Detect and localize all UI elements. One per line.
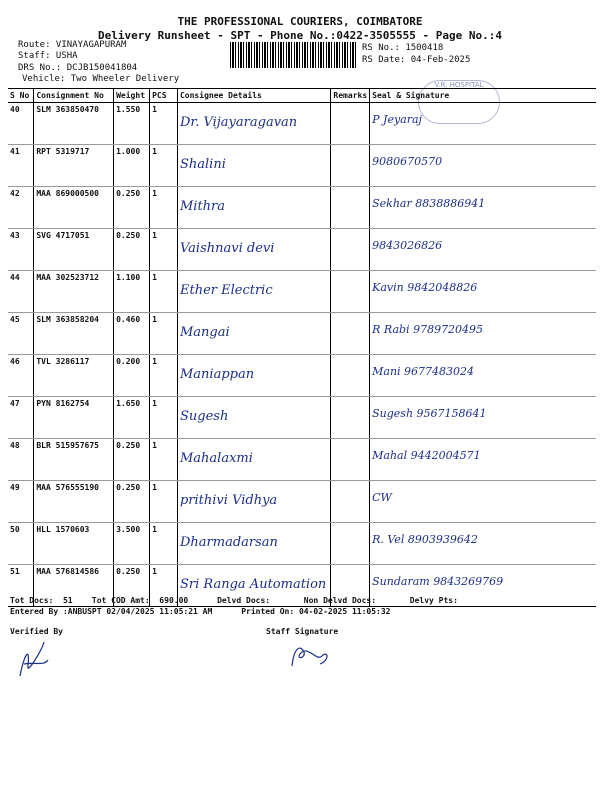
cell-signature <box>370 271 596 313</box>
cell-weight-text: 0.460 <box>116 315 141 324</box>
table-row <box>8 355 596 397</box>
cell-signature <box>370 229 596 271</box>
col-signature: Seal & Signature <box>370 89 596 103</box>
cell-signature <box>370 145 596 187</box>
cell-sno-text: 49 <box>10 483 20 492</box>
cell-consignee <box>177 313 330 355</box>
rs-number: RS No.: 1500418 <box>362 43 444 53</box>
cell-sno <box>8 481 34 523</box>
cell-weight-text: 0.250 <box>116 231 141 240</box>
col-consignment: Consignment No <box>34 89 114 103</box>
cell-signature <box>370 103 596 145</box>
cell-weight <box>114 271 150 313</box>
cell-consignee <box>177 187 330 229</box>
cell-consignment-no-text: RPT 5319717 <box>36 147 90 156</box>
cell-consignment-no-text: SLM 363858204 <box>36 315 99 324</box>
cell-pcs-text: 1 <box>152 357 157 366</box>
cell-weight <box>114 523 150 565</box>
cell-pcs-text: 1 <box>152 399 157 408</box>
cell-pcs <box>150 271 178 313</box>
cell-weight-text: 1.650 <box>116 399 141 408</box>
cell-sno-text: 50 <box>10 525 20 534</box>
cell-remarks <box>331 187 370 229</box>
document-title: THE PROFESSIONAL COURIERS, COIMBATORE <box>177 15 423 28</box>
cell-signature-text: Mani 9677483024 <box>372 365 475 378</box>
cell-pcs-text: 1 <box>152 273 157 282</box>
entered-line: Entered By :ANBUSPT 02/04/2025 11:05:21 AM Printed On: 04-02-2025 11:05:32 <box>10 607 391 616</box>
col-sno: S No <box>8 89 34 103</box>
cell-consignment-no-text: SVG 4717051 <box>36 231 90 240</box>
cell-signature-text: Kavin 9842048826 <box>372 281 478 294</box>
verified-signature <box>14 636 54 680</box>
cell-weight-text: 1.550 <box>116 105 141 114</box>
rs-date: RS Date: 04-Feb-2025 <box>362 55 471 65</box>
cell-signature <box>370 355 596 397</box>
cell-consignee-text: Shalini <box>179 157 226 172</box>
cell-consignment-no-text: MAA 576814586 <box>36 567 99 576</box>
cell-consignment-no <box>34 145 114 187</box>
cell-signature-text: P Jeyaraj <box>372 113 422 126</box>
cell-consignment-no <box>34 271 114 313</box>
cell-sno <box>8 271 34 313</box>
cell-consignment-no <box>34 523 114 565</box>
cell-signature-text: R Rabi 9789720495 <box>372 323 484 336</box>
cell-pcs-text: 1 <box>152 231 157 240</box>
cell-signature-text: CW <box>372 491 392 504</box>
cell-sno-text: 42 <box>10 189 20 198</box>
cell-weight <box>114 439 150 481</box>
cell-consignment-no-text: HLL 1570603 <box>36 525 90 534</box>
cell-sno-text: 45 <box>10 315 20 324</box>
cell-sno-text: 44 <box>10 273 20 282</box>
cell-pcs <box>150 229 178 271</box>
cell-pcs <box>150 313 178 355</box>
cell-remarks <box>331 145 370 187</box>
cell-pcs-text: 1 <box>152 525 157 534</box>
cell-consignment-no-text: SLM 363850470 <box>36 105 99 114</box>
cell-remarks <box>331 271 370 313</box>
cell-pcs-text: 1 <box>152 441 157 450</box>
cell-weight <box>114 229 150 271</box>
cell-consignment-no <box>34 397 114 439</box>
cell-pcs-text: 1 <box>152 567 157 576</box>
cell-weight <box>114 313 150 355</box>
col-consignee: Consignee Details <box>177 89 330 103</box>
cell-remarks <box>331 313 370 355</box>
cell-sno <box>8 187 34 229</box>
table-row <box>8 481 596 523</box>
staff-signature-label: Staff Signature <box>266 627 339 636</box>
cell-pcs <box>150 439 178 481</box>
table-row <box>8 313 596 355</box>
cell-consignee-text: Ether Electric <box>179 283 273 298</box>
cell-weight <box>114 103 150 145</box>
cell-pcs <box>150 103 178 145</box>
col-pcs: PCS <box>150 89 178 103</box>
cell-consignee <box>177 523 330 565</box>
table-row <box>8 397 596 439</box>
cell-weight <box>114 481 150 523</box>
cell-remarks <box>331 103 370 145</box>
cell-signature <box>370 187 596 229</box>
col-weight: Weight <box>114 89 150 103</box>
cell-consignment-no <box>34 103 114 145</box>
cell-consignment-no-text: BLR 515957675 <box>36 441 99 450</box>
cell-sno-text: 40 <box>10 105 20 114</box>
cell-pcs-text: 1 <box>152 105 157 114</box>
cell-sno <box>8 145 34 187</box>
cell-sno-text: 51 <box>10 567 20 576</box>
cell-pcs <box>150 481 178 523</box>
cell-sno <box>8 523 34 565</box>
cell-consignment-no-text: MAA 576555190 <box>36 483 99 492</box>
cell-remarks <box>331 523 370 565</box>
document-subtitle: Delivery Runsheet - SPT - Phone No.:0422-3505555 - Page No.:4 <box>98 29 502 42</box>
cell-signature <box>370 481 596 523</box>
cell-consignment-no <box>34 187 114 229</box>
cell-consignee-text: Sri Ranga Automation <box>179 577 327 592</box>
cell-consignment-no <box>34 229 114 271</box>
cell-consignee-text: Mahalaxmi <box>179 451 253 466</box>
cell-signature <box>370 439 596 481</box>
cell-pcs <box>150 145 178 187</box>
cell-consignee-text: Maniappan <box>179 367 255 382</box>
table-row <box>8 439 596 481</box>
cell-signature-text: 9843026826 <box>372 239 443 252</box>
route-label: Route: VINAYAGAPURAM <box>18 40 127 50</box>
cell-sno-text: 43 <box>10 231 20 240</box>
cell-sno-text: 46 <box>10 357 20 366</box>
cell-consignee <box>177 355 330 397</box>
cell-consignee <box>177 145 330 187</box>
drs-number: DRS No.: DCJB150041804 <box>18 63 138 73</box>
cell-remarks <box>331 397 370 439</box>
cell-weight <box>114 355 150 397</box>
cell-remarks <box>331 481 370 523</box>
cell-consignee <box>177 229 330 271</box>
cell-consignee <box>177 397 330 439</box>
cell-consignee-text: Dr. Vijayaragavan <box>179 115 298 130</box>
table-row <box>8 103 596 145</box>
cell-weight-text: 0.200 <box>116 357 141 366</box>
cell-sno-text: 48 <box>10 441 20 450</box>
staff-signature <box>286 638 336 672</box>
cell-consignment-no <box>34 313 114 355</box>
runsheet-table <box>8 88 596 607</box>
vehicle-label: Vehicle: Two Wheeler Delivery <box>22 74 180 84</box>
cell-pcs <box>150 397 178 439</box>
cell-weight <box>114 187 150 229</box>
cell-sno <box>8 397 34 439</box>
table-row <box>8 187 596 229</box>
cell-pcs-text: 1 <box>152 483 157 492</box>
stamp-text: V.R. HOSPITAL <box>434 81 484 89</box>
cell-weight-text: 3.500 <box>116 525 141 534</box>
cell-signature <box>370 397 596 439</box>
cell-signature <box>370 523 596 565</box>
table-row <box>8 271 596 313</box>
cell-consignee <box>177 271 330 313</box>
cell-remarks <box>331 355 370 397</box>
cell-sno <box>8 313 34 355</box>
table-row <box>8 229 596 271</box>
cell-remarks <box>331 439 370 481</box>
cell-pcs-text: 1 <box>152 147 157 156</box>
cell-consignment-no <box>34 355 114 397</box>
cell-consignee-text: Mithra <box>179 199 226 214</box>
cell-pcs <box>150 187 178 229</box>
cell-consignee <box>177 103 330 145</box>
cell-consignee-text: Mangai <box>179 325 230 340</box>
cell-signature-text: R. Vel 8903939642 <box>372 533 478 546</box>
cell-signature-text: 9080670570 <box>372 155 443 168</box>
totals-line: Tot Docs: 51 Tot COD Amt: 690.00 Delvd Docs: Non Delvd Docs: Delvy Pts: <box>10 596 458 605</box>
cell-signature-text: Sekhar 8838886941 <box>372 197 486 210</box>
cell-consignment-no-text: PYN 8162754 <box>36 399 90 408</box>
cell-pcs <box>150 523 178 565</box>
staff-label: Staff: USHA <box>18 51 78 61</box>
cell-sno-text: 47 <box>10 399 20 408</box>
cell-consignment-no <box>34 481 114 523</box>
cell-pcs-text: 1 <box>152 189 157 198</box>
cell-consignment-no-text: MAA 869000500 <box>36 189 99 198</box>
cell-sno <box>8 355 34 397</box>
cell-consignment-no-text: TVL 3286117 <box>36 357 90 366</box>
cell-weight <box>114 397 150 439</box>
cell-pcs-text: 1 <box>152 315 157 324</box>
col-remarks: Remarks <box>331 89 370 103</box>
cell-weight <box>114 145 150 187</box>
cell-weight-text: 0.250 <box>116 441 141 450</box>
cell-consignee <box>177 481 330 523</box>
table-row <box>8 523 596 565</box>
cell-weight-text: 0.250 <box>116 189 141 198</box>
cell-sno <box>8 229 34 271</box>
cell-consignee-text: prithivi Vidhya <box>179 493 278 508</box>
barcode <box>230 42 356 68</box>
cell-signature-text: Sugesh 9567158641 <box>372 407 487 420</box>
cell-consignee-text: Vaishnavi devi <box>179 241 275 256</box>
cell-consignment-no <box>34 439 114 481</box>
cell-consignment-no-text: MAA 302523712 <box>36 273 99 282</box>
cell-sno <box>8 439 34 481</box>
cell-weight-text: 1.100 <box>116 273 141 282</box>
cell-signature-text: Sundaram 9843269769 <box>372 575 504 588</box>
cell-weight-text: 0.250 <box>116 567 141 576</box>
cell-weight-text: 0.250 <box>116 483 141 492</box>
cell-weight-text: 1.000 <box>116 147 141 156</box>
cell-sno-text: 41 <box>10 147 20 156</box>
cell-signature-text: Mahal 9442004571 <box>372 449 481 462</box>
table-header-row <box>8 89 596 103</box>
cell-signature <box>370 313 596 355</box>
cell-remarks <box>331 229 370 271</box>
cell-consignee <box>177 439 330 481</box>
table-row <box>8 145 596 187</box>
cell-consignee-text: Dharmadarsan <box>179 535 278 550</box>
cell-pcs <box>150 355 178 397</box>
verified-by-label: Verified By <box>10 627 63 636</box>
cell-consignee-text: Sugesh <box>179 409 229 424</box>
cell-sno <box>8 103 34 145</box>
